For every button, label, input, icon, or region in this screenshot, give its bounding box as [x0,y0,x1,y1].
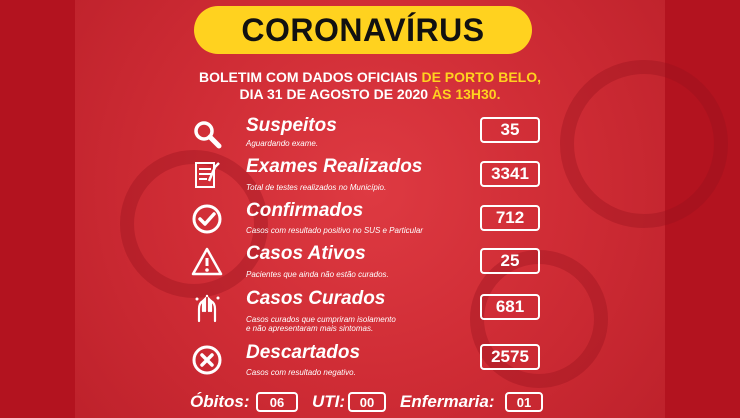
enfermaria-label: Enfermaria: [400,392,495,411]
subtitle-line-1 [150,68,590,86]
footer-stats [0,390,740,414]
search-icon [190,117,224,151]
stat-value: 681 [480,294,540,320]
stat-row-descartados [0,342,740,386]
stat-row-casos-curados [0,288,740,332]
uti-label: UTI: [312,392,346,411]
x-circle-icon [190,343,224,377]
subtitle-highlight: ÀS 13H30. [431,86,501,102]
check-circle-icon [190,202,224,236]
stat-title: Descartados [246,342,361,363]
stat-row-exames [0,156,740,200]
stat-description: Total de testes realizados no Município. [246,183,387,192]
stat-value: 25 [480,248,540,274]
obitos-label: Óbitos: [190,392,250,411]
stat-value: 35 [480,117,540,143]
stat-description: Casos com resultado negativo. [246,368,356,377]
document-icon [190,158,224,192]
title-banner [194,6,532,54]
stat-description: Casos curados que cumpriram isolamento [246,315,396,324]
stat-description: Pacientes que ainda não estão curados. [246,270,389,279]
stat-description-line-2: e não apresentaram mais sintomas. [246,324,374,333]
subtitle-text: BOLETIM COM DADOS OFICIAIS [199,69,422,85]
stat-row-casos-ativos [0,243,740,287]
stat-row-confirmados [0,200,740,244]
subtitle-highlight: DE PORTO BELO, [421,69,541,85]
stat-title: Casos Curados [246,288,386,309]
stat-description: Aguardando exame. [246,139,319,148]
page-title: CORONAVÍRUS [241,11,485,48]
stat-value: 712 [480,205,540,231]
stat-value: 2575 [480,344,540,370]
stat-row-suspeitos [0,115,740,159]
subtitle-text: DIA 31 DE AGOSTO DE 2020 [239,86,432,102]
hands-washing-icon [190,292,224,326]
uti-value: 00 [348,392,386,412]
stat-title: Exames Realizados [246,156,423,177]
warning-icon [190,245,224,279]
stat-title: Suspeitos [246,115,337,136]
stat-title: Confirmados [246,200,364,221]
stat-title: Casos Ativos [246,243,366,264]
stat-value: 3341 [480,161,540,187]
enfermaria-value: 01 [505,392,543,412]
stat-description: Casos com resultado positivo no SUS e Particular [246,226,423,235]
subtitle-line-2 [150,85,590,103]
obitos-value: 06 [256,392,298,412]
